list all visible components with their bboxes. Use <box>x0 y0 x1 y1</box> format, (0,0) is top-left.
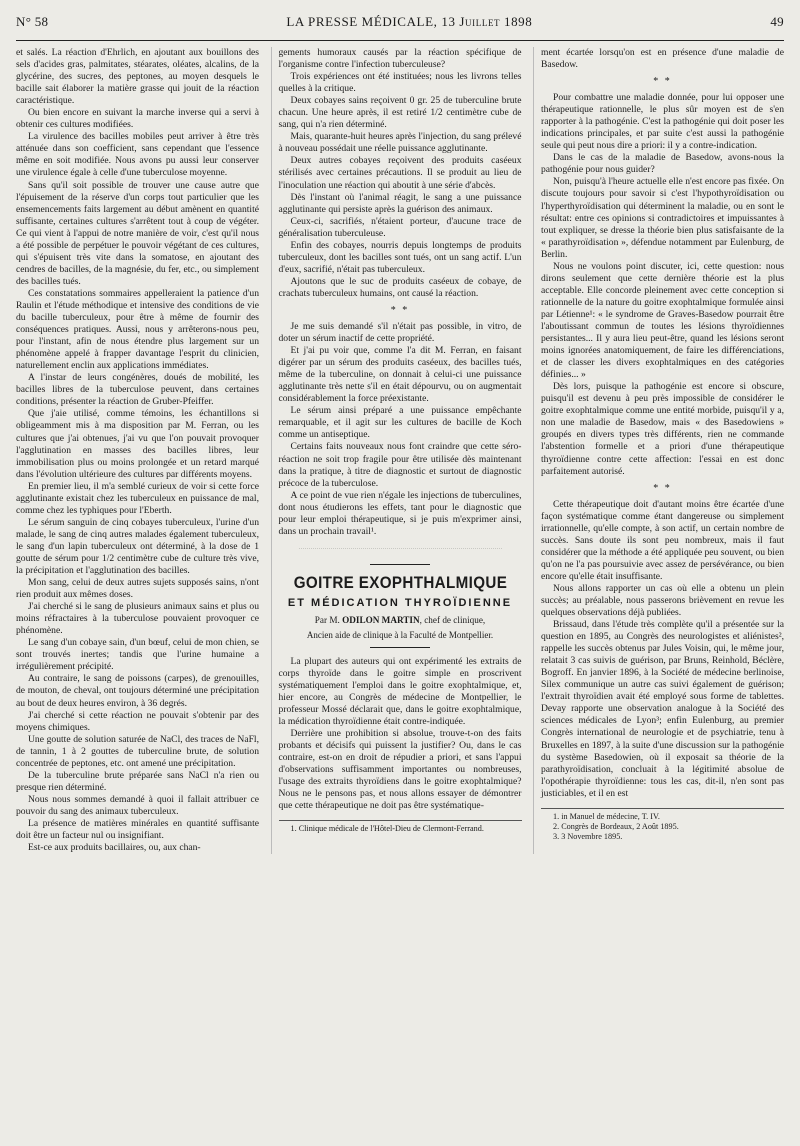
title-rule <box>370 564 430 565</box>
footnote: 3. 3 Novembre 1895. <box>553 831 623 841</box>
paragraph: Cette thérapeutique doit d'autant moins être écartée d'une façon systématique comme étant dangereuse ou simplement irrationnelle, qu'elle compte, à son actif, un certain nombre de succès. Sans doute ils sont peu nombreux, mais il faut considérer que la méthode a été appliquée peu souvent, ou bien qu'on ne l'a pas poursuivie avec assez de persévérance, ou bien encore qu'elle était insuffisante. <box>541 498 784 582</box>
paragraph: Nous allons rapporter un cas où elle a obtenu un plein succès; au préalable, nous passerons brièvement en revue les quelques observations déjà publiées. <box>541 582 784 619</box>
paragraph: Ou bien encore en suivant la marche inverse qui a servi à obtenir ces cultures modifiées. <box>16 107 259 131</box>
page-header <box>16 0 784 41</box>
byline-prefix: Par M. <box>314 614 343 625</box>
paragraph: Nous ne voulons point discuter, ici, cette question: nous dirons seulement que cette dernière théorie est la plus acceptable. Elle concorde pleinement avec cette conception si rationnelle de la nature du goitre exophtalmique formulée ainsi par Létienne¹: « le syndrome de Graves-Basedow pourrait être l'aboutissant commun de toutes les lésions thyroïdiennes persistantes... Il y aura lieu peut-être, quand les lésions seront moins ignorées anatomiquement, de faire les différenciations, et de classer les divers exophtalmiques en des catégories définies... » <box>541 260 784 381</box>
paragraph: Le sang d'un cobaye sain, d'un bœuf, celui de mon chien, se sont trouvés inertes; tandis que l'urine humaine a irrégulièrement précipité. <box>16 637 259 673</box>
byline-suffix: , chef de clinique, <box>419 614 486 625</box>
byline-rule <box>370 647 430 648</box>
paragraph: J'ai cherché si cette réaction ne pouvait s'obtenir par des moyens chimiques. <box>16 709 259 733</box>
paragraph: Certains faits nouveaux nous font craindre que cette séro-réaction ne soit trop fragile pour être utilisée dès maintenant dans la pratique, à titre de diagnostic et surtout de diagnostic précoce de la tuberculose. <box>278 441 522 489</box>
watermark <box>279 538 522 560</box>
paragraph: La plupart des auteurs qui ont expérimenté les extraits de corps thyroïde dans le goitre simple en proscrivent systématiquement l'emploi dans le goitre exophtalmique, et, hier encore, au Congrès de médecine de Montpellier, le professeur Mossé déclarait que, dans le goitre exophtalmique, la médication thyroïdienne était contre-indiquée. <box>278 655 522 728</box>
article-subtitle: ET MÉDICATION THYROÏDIENNE <box>287 596 513 609</box>
column-2 <box>271 47 522 854</box>
paragraph: A ce point de vue rien n'égale les injections de tuberculines, dont nous étudierons les effets, tant pour le diagnostic que pour leur emploi thérapeutique, si je puis m'exprimer ainsi, dans un prochain travail¹. <box>278 489 522 537</box>
page-number: 49 <box>770 14 784 29</box>
paragraph: Le sérum ainsi préparé a une puissance empêchante remarquable, et il agit sur les cultures de bacille de Koch comme un antiseptique. <box>278 405 522 441</box>
paragraph: Sans qu'il soit possible de trouver une cause autre que l'épuisement de la réserve d'un corps tout particulier que les ensemencements faits largement au début amènent en quantité suffisante, certaines cultures s'arrêtent tout à coup de végéter. Ce qui vient à l'appui de notre manière de voir, c'est qu'il nous a été possible de perpétuer le pouvoir végétant de ces cultures, qui s'épuisent très vite dans la somatose, en ajoutant des cendres de bacilles, de la magnésie, du fer, etc., ou simplement des bacilles tués. <box>16 179 259 287</box>
paragraph: Et j'ai pu voir que, comme l'a dit M. Ferran, en faisant digérer par un sérum des produits caséeux, des bacilles tués, même de la tuberculine, on donnait à celui-ci une puissance agglutinante très nette s'il en était dépourvu, ou on augmentait considérablement la force préexistante. <box>278 345 522 405</box>
paragraph: Deux autres cobayes reçoivent des produits caséeux stérilisés avec certaines précautions. Il se produit au lieu de l'inoculation une réaction qui aboutit à une série d'abcès. <box>278 155 522 191</box>
paragraph: Dans le cas de la maladie de Basedow, avons-nous la pathogénie pour nous guider? <box>541 152 784 176</box>
paragraph: Est-ce aux produits bacillaires, ou, aux chan- <box>28 842 201 854</box>
author-name: ODILON MARTIN <box>342 614 420 625</box>
paragraph: Le sérum sanguin de cinq cobayes tuberculeux, l'urine d'un malade, le sang de cinq autres malades également tuberculeux, le sang d'un lapin tuberculeux ont déterminé, à la dose de 1 goutte de sérum pour 1/2 centimètre cube de culture très vive, la précipitation et l'agglutination des bacilles. <box>16 516 259 577</box>
article-title: GOITRE EXOPHTHALMIQUE <box>293 573 507 592</box>
paragraph: A l'instar de leurs congénères, doués de mobilité, les bacilles libres de la tuberculose peuvent, dans certaines conditions, présenter la réaction de Gruber-Pfeiffer. <box>16 372 259 408</box>
paragraph: Au contraire, le sang de poissons (carpes), de grenouilles, de mouton, de cheval, ont toujours déterminé une précipitation au bout de deux heures environ, à 36 degrés. <box>16 673 259 709</box>
paragraph: Mon sang, celui de deux autres sujets supposés sains, n'ont rien produit aux mêmes doses. <box>16 577 259 601</box>
paragraph: Ces constatations sommaires appelleraient la patience d'un Raulin et l'étude méthodique et intensive des conditions de vie du bacille tuberculeux, pour être à même de fournir des conséquences pratiques. Aussi, nous y arrêterons-nous peu, pour l'instant, afin de nous étendre plus largement sur un phénomène appelé à frapper davantage l'esprit du clinicien, naturellement enclin aux applications immédiates. <box>16 287 259 372</box>
column-2-footnotes <box>279 820 522 834</box>
column-1 <box>16 47 259 854</box>
paragraph: Derrière une prohibition si absolue, trouve-t-on des faits probants et décisifs qui puissent la justifier? Ou, dans le cas contraire, est-on en droit de répudier a priori, et sans l'appui d'observations suffisamment importantes ou nombreuses, l'usage des extraits thyroïdiens dans le goitre exophtalmique? Nous ne le pensons pas, et nous allons essayer de démontrer que cette thérapeutique ne doit pas être systématique- <box>278 728 522 812</box>
article-byline <box>279 615 522 626</box>
paragraph: Nous nous sommes demandé à quoi il fallait attribuer ce pouvoir du sang des animaux tuberculeux. <box>16 793 259 817</box>
paragraph: Que j'aie utilisé, comme témoins, les échantillons si obligeamment mis à ma disposition par M. Ferran, ou les cultures que j'ai obtenues, j'ai vu que l'on pouvait provoquer l'agglutination en masses des bacilles libres, leur immobilisation plus ou moins prolongée et un retard marqué dans l'évolution ultérieure des cultures par différents moyens. <box>16 408 259 480</box>
column-3 <box>533 47 784 854</box>
journal-title: LA PRESSE MÉDICALE, 13 Juillet 1898 <box>286 14 533 29</box>
section-separator: * * <box>653 482 672 494</box>
issue-number: N° 58 <box>16 14 49 29</box>
paragraph: Enfin des cobayes, nourris depuis longtemps de produits tuberculeux, dont les bacilles sont tués, ont un sang actif. L'un d'eux, sacrifié, n'était pas tuberculeux. <box>278 239 522 275</box>
author-affiliation: Ancien aide de clinique à la Faculté de Montpellier. <box>306 629 494 640</box>
paragraph: Trois expériences ont été instituées; nous les livrons telles quelles à la critique. <box>278 71 522 95</box>
paragraph: Dès l'instant où l'animal réagit, le sang a une puissance agglutinante qui persiste après la guérison des animaux. <box>278 191 522 215</box>
paragraph: Non, puisqu'à l'heure actuelle elle n'est encore pas fixée. On discute toujours pour savoir si c'est l'hypothyroïdisation ou l'hyperthyroïdisation qui déterminent la maladie, ou en sont le résultat: entre ces opinions si contradictoires et impuissantes à tout expliquer, se dresse la théorie bien plus satisfaisante de la « parathyroïdisation », défendue notamment par Eulenburg, de Berlin. <box>541 176 784 260</box>
paragraph: Dès lors, puisque la pathogénie est encore si obscure, puisqu'il est devenu à peu près impossible de considérer le goitre exophtalmique comme une entité morbide, puisqu'il y a, non une maladie de Basedow, mais « des Basedowiens » groupés en divers types très différents, rien ne commande l'abstention formelle et a priori d'une thérapeutique thyroïdienne contre cette affection: l'essai en est donc parfaitement autorisé. <box>541 381 784 477</box>
paragraph: ment écartée lorsqu'on est en présence d'une maladie de Basedow. <box>541 47 784 71</box>
paragraph: gements humoraux causés par la réaction spécifique de l'organisme contre l'infection tuberculeuse? <box>278 47 522 71</box>
column-3-footnotes <box>541 808 784 842</box>
paragraph: et salés. La réaction d'Ehrlich, en ajoutant aux bouillons des sels d'acides gras, palmitates, stéarates, oléates, alcalins, de la glycérine, des sucres, des peptones, au moyen desquels le bacille sait élaborer la matière grasse qui jouit de la réaction caractéristique. <box>16 47 259 107</box>
paragraph: Ceux-ci, sacrifiés, n'étaient porteur, d'aucune trace de généralisation tuberculeuse. <box>278 215 522 239</box>
paragraph: Brissaud, dans l'étude très complète qu'il a présentée sur la question en 1895, au Congrès des neurologistes et aliénistes², rappelle les succès obtenus par Jules Voisin, qui, le même jour, relatait 3 cas suivis de guérison, par Bruns, Reinhold, Béclère, Bogroff. En janvier 1896, à la Société de médecine berlinoise, Silex communique un autre cas suivi également de guérison; l'extrait thyroïdien avait été employé sous forme de tablettes. Devay rapporte une observation analogue à la Société des sciences médicales de Lyon³; enfin Eulenburg, au premier Congrès international de neurologie et de psychiatrie, tenu à Bruxelles en 1897, à la suite d'une discussion sur la pathogénie du système Basedowien, où il exposait sa théorie de la parathyroïdisation, concluait à la légitimité absolue de l'opothérapie thyroïdienne: tous les cas, dit-il, n'en sont pas justiciables, et il en est <box>541 619 784 799</box>
paragraph: Je me suis demandé s'il n'était pas possible, in vitro, de doter un sérum inactif de cette propriété. <box>278 320 522 345</box>
paragraph: En premier lieu, il m'a semblé curieux de voir si cette force agglutinante existait chez les tuberculeux en puissance de mal, comme chez les typhiques pour l'Eberth. <box>16 480 259 516</box>
paragraph: De la tuberculine brute préparée sans NaCl n'a rien ou presque rien déterminé. <box>16 769 259 793</box>
paragraph: J'ai cherché si le sang de plusieurs animaux sains et plus ou moins réfractaires à la tuberculose pouvaient provoquer ce phénomène. <box>16 601 259 637</box>
section-separator: * * <box>653 76 672 88</box>
footnote: 2. Congrès de Bordeaux, 2 Août 1895. <box>553 821 679 831</box>
paragraph: Pour combattre une maladie donnée, pour lui opposer une thérapeutique rationnelle, le plus sûr moyen est de s'en rapporter à la pathogénie. C'est la pathogénie qui doit poser les indications principales, et par suite c'est aussi la pathogénie seule qui peut nous dire a priori: il y a contre-indication. <box>541 92 784 152</box>
footnote: 1. Clinique médicale de l'Hôtel-Dieu de Clermont-Ferrand. <box>290 824 484 834</box>
paragraph: Mais, quarante-huit heures après l'injection, du sang prélevé à nouveau possédait une réelle puissance agglutinante. <box>278 131 522 155</box>
paragraph: Ajoutons que le suc de produits caséeux de cobaye, de crachats tuberculeux humains, ont causé la réaction. <box>278 275 522 299</box>
paragraph: Une goutte de solution saturée de NaCl, des traces de NaFl, de tannin, 1 à 2 gouttes de tuberculine brute, de solution concentrée de peptones, etc. ont amené une précipitation. <box>16 733 259 769</box>
paragraph: La virulence des bacilles mobiles peut arriver à être très atténuée dans son coefficient, sans cependant que l'essence même en soit modifiée. Nous avons pu aussi leur conserver une virulence égale à celle d'une tuberculose moyenne. <box>16 131 259 179</box>
footnote: 1. in Manuel de médecine, T. IV. <box>553 811 660 821</box>
paragraph: Deux cobayes sains reçoivent 0 gr. 25 de tuberculine brute chacun. Une heure après, il est retiré 1/2 centimètre cube de sang, qui n'a rien déterminé. <box>278 95 522 131</box>
section-separator: * * <box>390 304 410 316</box>
paragraph: La présence de matières minérales en quantité suffisante doit être un facteur nul ou insignifiant. <box>16 818 259 842</box>
